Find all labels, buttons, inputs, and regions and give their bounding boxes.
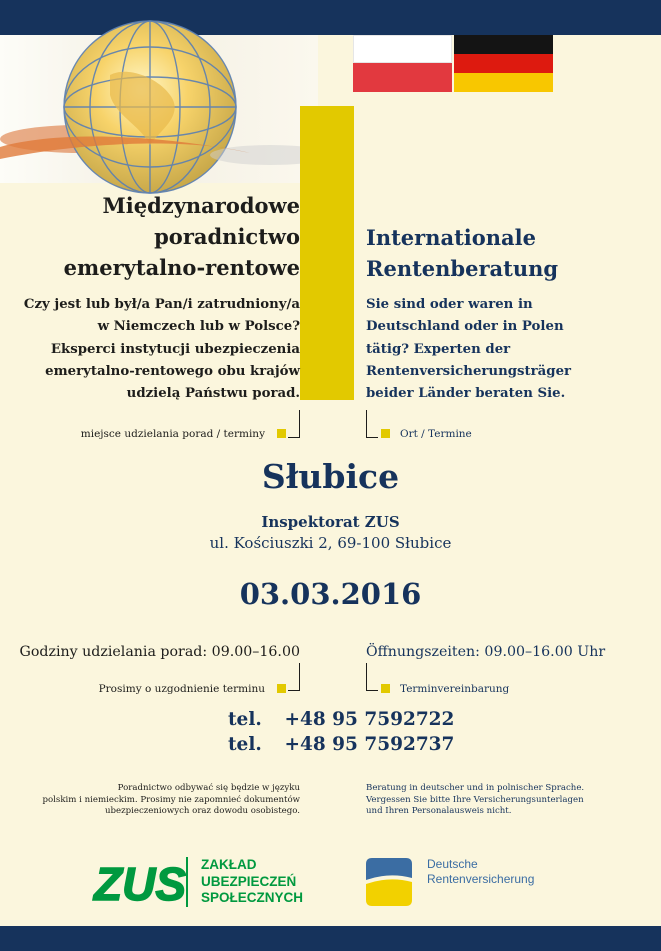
title-german: Internationale Rentenberatung bbox=[366, 225, 559, 281]
phone-line[interactable] bbox=[228, 733, 454, 757]
phone-line[interactable] bbox=[228, 708, 454, 732]
german-flag bbox=[454, 35, 553, 92]
bracket-line-right bbox=[366, 410, 378, 438]
appointment-label-polish: Prosimy o uzgodnienie terminu bbox=[98, 683, 265, 695]
zus-divider bbox=[186, 857, 188, 907]
bottom-band bbox=[0, 926, 661, 951]
yellow-square-marker bbox=[381, 684, 390, 693]
bracket-line-right bbox=[366, 663, 378, 691]
yellow-square-marker bbox=[277, 684, 286, 693]
intro-polish: Czy jest lub był/a Pan/i zatrudniony/a w Niemczech lub w Polsce? Eksperci instytucji ubezpieczenia emerytalno-rentowego obu krajów udzielą Państwu porad. bbox=[23, 297, 300, 402]
place-label-polish: miejsce udzielania porad / terminy bbox=[80, 428, 265, 440]
event-office: Inspektorat ZUS bbox=[261, 513, 400, 531]
polish-flag bbox=[353, 35, 452, 92]
place-label-german: Ort / Termine bbox=[400, 428, 472, 440]
phone-label: tel. bbox=[228, 709, 262, 730]
event-date: 03.03.2016 bbox=[239, 577, 422, 611]
footer-note-polish: Poradnictwo odbywać się będzie w języku polskim i niemieckim. Prosimy nie zapomnieć dokumentów ubezpieczeniowych oraz dowodu osobistego. bbox=[42, 783, 300, 816]
zus-logo bbox=[92, 856, 186, 912]
phone-label: tel. bbox=[228, 734, 262, 755]
globe-illustration bbox=[0, 35, 318, 183]
globe-graphic bbox=[0, 35, 318, 183]
yellow-accent-bar bbox=[300, 106, 354, 400]
bracket-line-left bbox=[288, 410, 300, 438]
footer-note-german: Beratung in deutscher und in polnischer Sprache. Vergessen Sie bitte Ihre Versicherungsunterlagen und Ihren Personalausweis nicht. bbox=[366, 783, 585, 816]
drv-name: Deutsche Rentenversicherung bbox=[427, 857, 535, 886]
event-city: Słubice bbox=[261, 457, 400, 496]
top-band bbox=[0, 0, 661, 35]
yellow-square-marker bbox=[381, 429, 390, 438]
phone-number[interactable]: +48 95 7592722 bbox=[284, 709, 455, 730]
title-polish: Międzynarodowe poradnictwo emerytalno-rentowe bbox=[63, 193, 300, 280]
phone-number[interactable]: +48 95 7592737 bbox=[284, 734, 455, 755]
appointment-label-german: Terminvereinbarung bbox=[400, 683, 510, 695]
drv-logo-icon bbox=[366, 858, 412, 910]
zus-mark: ZUS bbox=[94, 858, 186, 910]
zus-name: ZAKŁAD UBEZPIECZEŃ SPOŁECZNYCH bbox=[201, 857, 304, 905]
hours-polish: Godziny udzielania porad: 09.00–16.00 bbox=[19, 644, 300, 660]
hours-german: Öffnungszeiten: 09.00–16.00 Uhr bbox=[366, 644, 606, 660]
intro-german: Sie sind oder waren in Deutschland oder in Polen tätig? Experten der Rentenversicherungsträger beider Länder beraten Sie. bbox=[366, 297, 572, 402]
bracket-line-left bbox=[288, 663, 300, 691]
yellow-square-marker bbox=[277, 429, 286, 438]
event-address: ul. Kościuszki 2, 69-100 Słubice bbox=[209, 534, 452, 552]
